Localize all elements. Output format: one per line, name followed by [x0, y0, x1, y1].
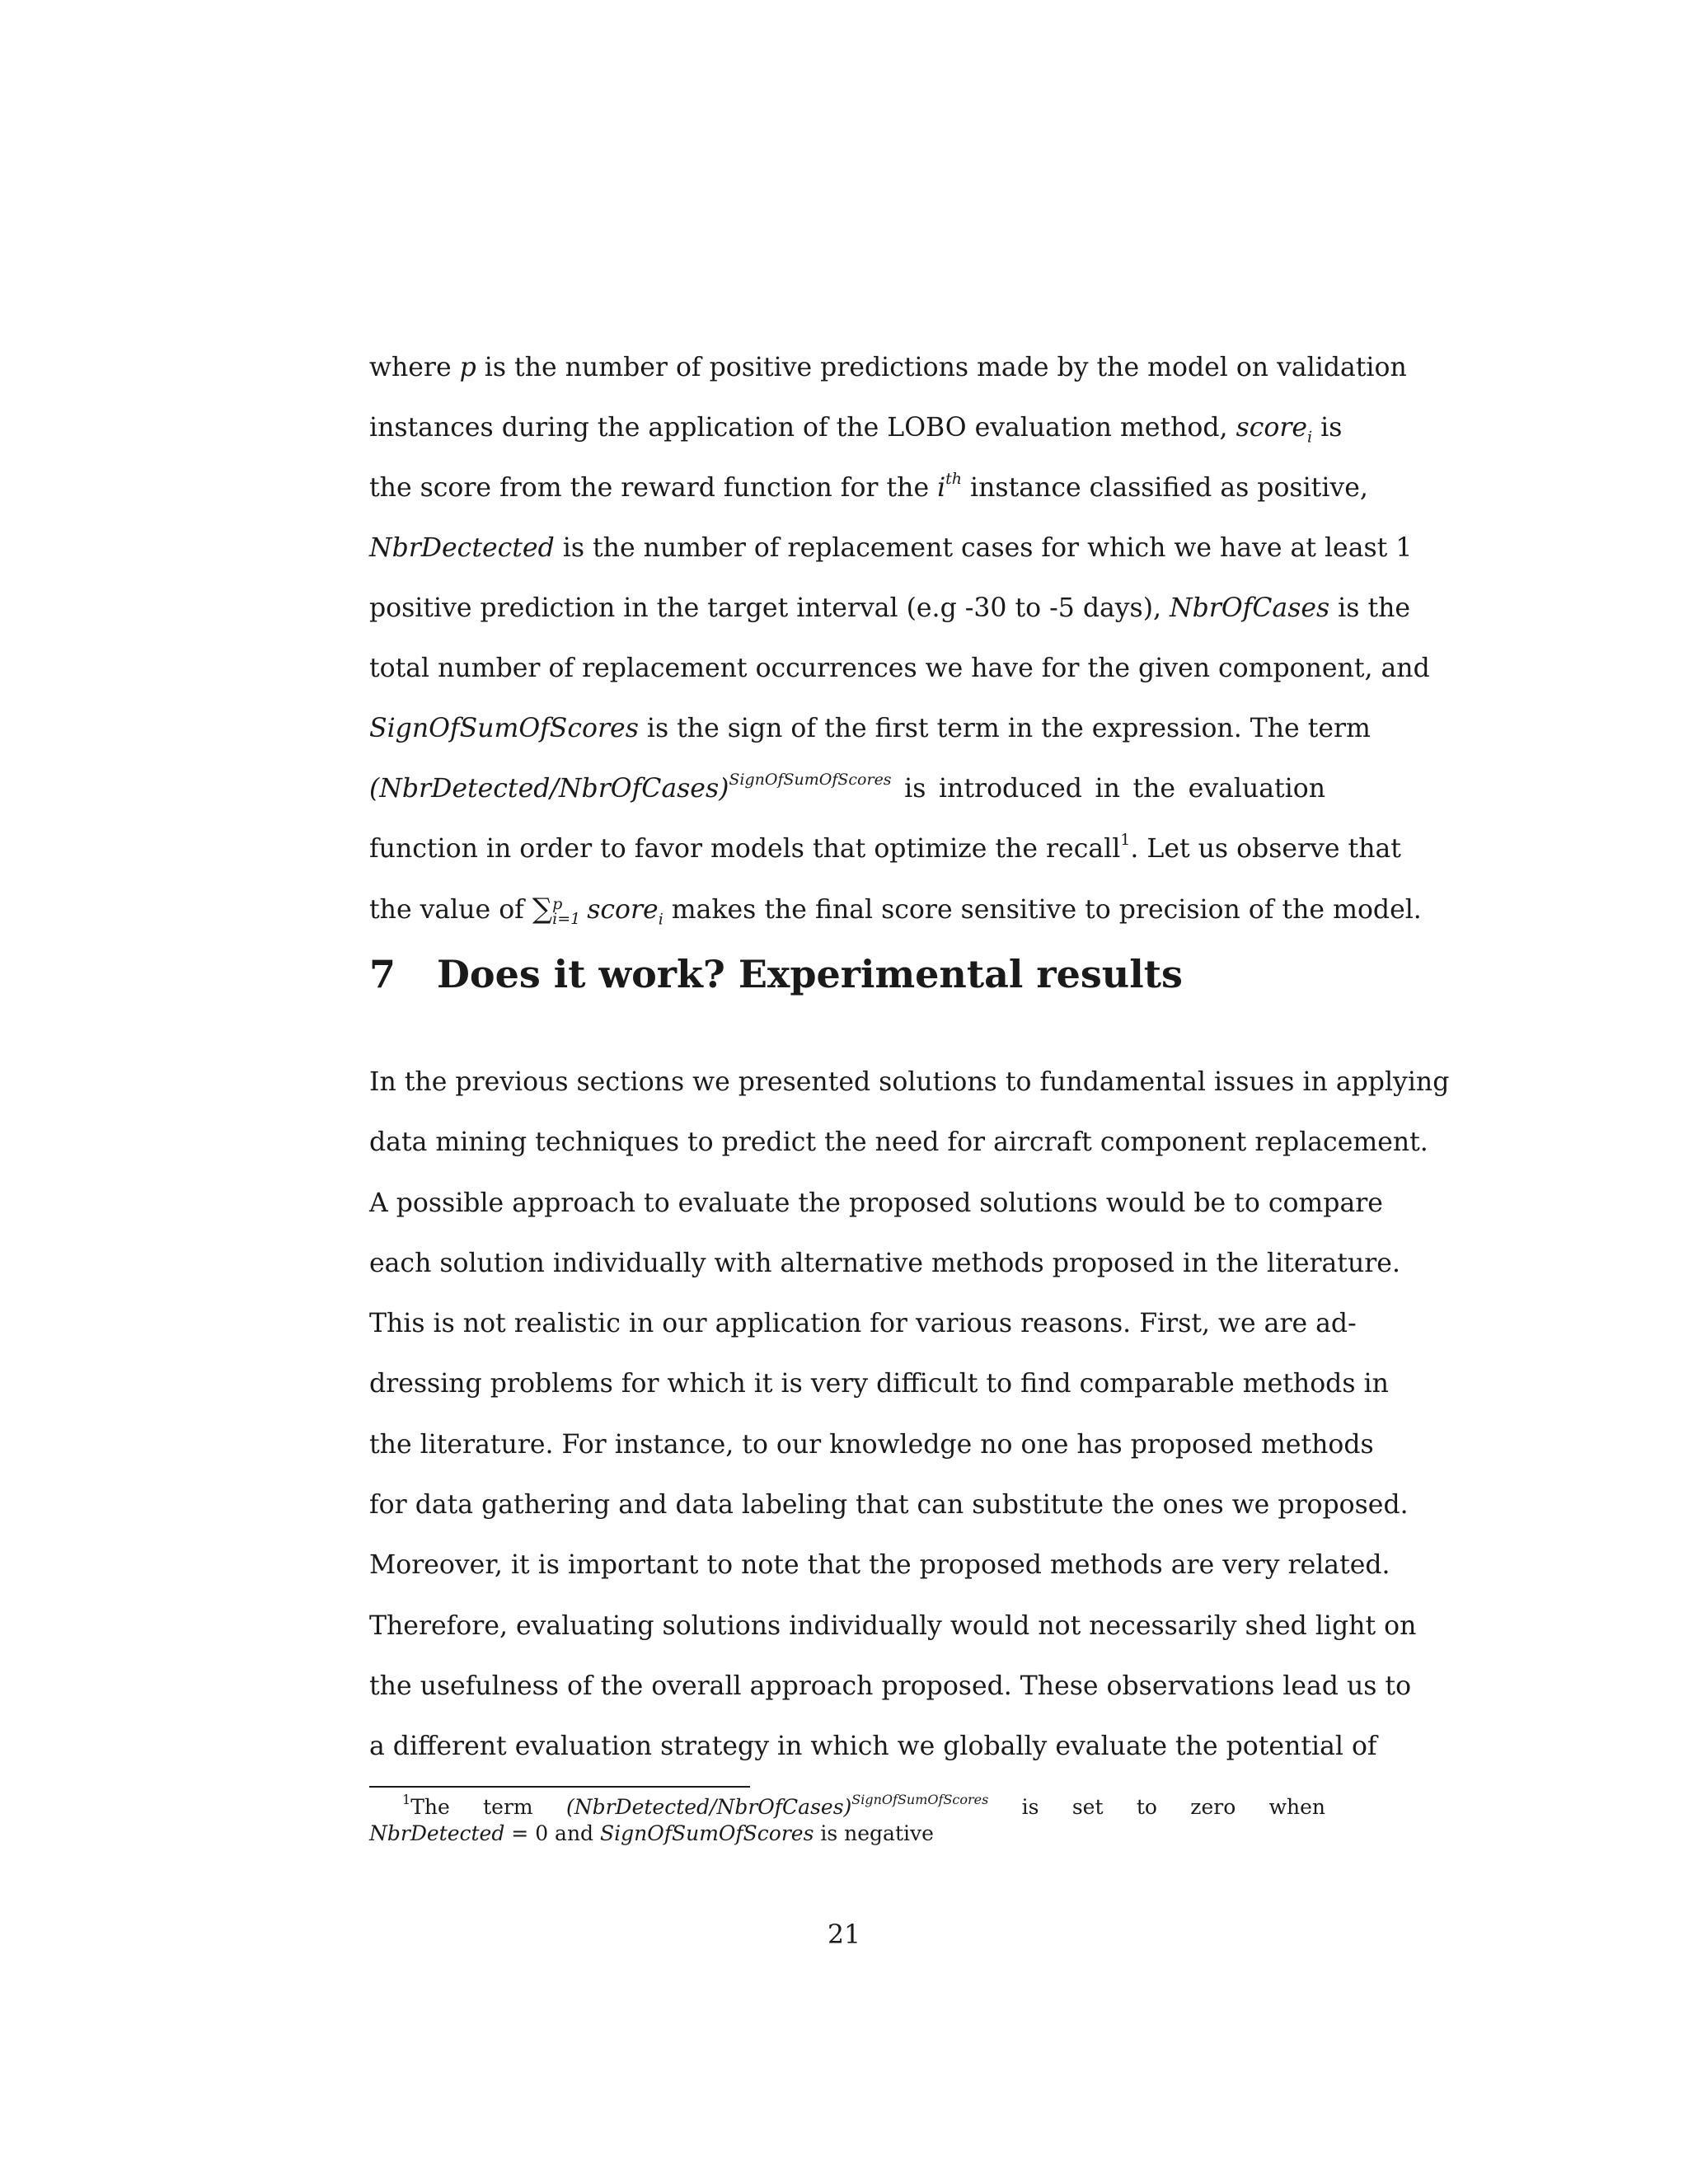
text-run: . Let us observe that	[1130, 834, 1401, 864]
footnote-line-1	[369, 1791, 1325, 1821]
math-signofsumofscores: SignOfSumOfScores	[600, 1821, 814, 1845]
paragraph-2	[369, 1052, 1450, 1778]
math-subscript: i	[658, 910, 663, 929]
page-body	[369, 338, 1450, 1762]
summation-symbol: ∑	[532, 893, 553, 926]
footnote	[369, 1791, 1325, 1847]
math-superscript: th	[945, 469, 963, 488]
text-run: makes the final score sensitive to precision of the model.	[663, 895, 1422, 925]
paragraph-2-line: Moreover, it is important to note that the proposed methods are very related.	[369, 1550, 1390, 1581]
paragraph-2-line: the usefulness of the overall approach proposed. These observations lead us to	[369, 1671, 1412, 1701]
text-run: is negative	[814, 1821, 934, 1845]
section-number: 7	[369, 952, 396, 996]
math-score: score	[1236, 413, 1308, 443]
paragraph-1-line-5	[369, 579, 1411, 639]
paragraph-2-line: dressing problems for which it is very difficult to find comparable methods in	[369, 1369, 1389, 1399]
text-run: is the	[1329, 593, 1411, 623]
paragraph-1-line-4	[369, 518, 1413, 579]
paragraph-2-line: A possible approach to evaluate the proposed solutions would be to compare	[369, 1188, 1383, 1218]
math-signofsumofscores: SignOfSumOfScores	[369, 714, 639, 743]
footnote-rule	[369, 1786, 750, 1788]
text-run: is the sign of the first term in the expression. The term	[638, 714, 1371, 743]
text-run: The term	[410, 1795, 566, 1819]
text-run: the value of	[369, 895, 532, 925]
math-exponent: SignOfSumOfScores	[729, 770, 892, 789]
text-run: is	[1312, 413, 1343, 443]
paragraph-1-line-6	[369, 639, 1430, 699]
footnote-marker[interactable]: 1	[1120, 830, 1131, 849]
footnote-line-2	[369, 1821, 1325, 1847]
text-run: is the number of positive predictions made by the model on validation	[476, 353, 1407, 382]
footnote-mark-wrap	[402, 1791, 411, 1819]
paragraph-2-line: a different evaluation strategy in which we globally evaluate the potential of	[369, 1732, 1377, 1762]
paragraph-1-line-2	[369, 398, 1343, 458]
text-run: instance classified as positive,	[962, 473, 1368, 503]
math-nbrdetected: NbrDetected	[369, 1821, 505, 1845]
paragraph-1-line-9	[369, 819, 1401, 879]
math-ratio-term: (NbrDetected/NbrOfCases)	[565, 1795, 852, 1819]
paragraph-1-line-1	[369, 338, 1407, 398]
paragraph-1-line-3	[369, 458, 1368, 518]
paragraph-2-line: for data gathering and data labeling that can substitute the ones we proposed.	[369, 1490, 1409, 1521]
page-number: 21	[827, 1920, 861, 1950]
math-p: p	[459, 353, 476, 382]
math-ratio-term: (NbrDetected/NbrOfCases)	[369, 774, 729, 804]
paragraph-1	[369, 338, 1430, 940]
section-title: Does it work? Experimental results	[437, 952, 1183, 996]
text-run: instances during the application of the LOBO evaluation method,	[369, 413, 1236, 443]
math-i: i	[937, 473, 946, 503]
math-score: score	[587, 895, 659, 925]
text-run: function in order to favor models that optimize the recall	[369, 834, 1121, 864]
paragraph-1-line-8	[369, 759, 1325, 819]
footnote-mark: 1	[402, 1791, 411, 1807]
summation-limits	[552, 894, 581, 928]
text-run: positive prediction in the target interval (e.g -30 to -5 days),	[369, 593, 1170, 623]
text-run: is set to zero when	[988, 1795, 1325, 1819]
paragraph-2-line: Therefore, evaluating solutions individually would not necessarily shed light on	[369, 1610, 1417, 1641]
math-exponent: SignOfSumOfScores	[851, 1791, 989, 1807]
summation-lower-limit: i=1	[552, 909, 581, 928]
paragraph-2-line: the literature. For instance, to our knowledge no one has proposed methods	[369, 1429, 1374, 1460]
text-run: total number of replacement occurrences we have for the given component, and	[369, 654, 1430, 683]
paragraph-2-line: each solution individually with alternative methods proposed in the literature.	[369, 1248, 1400, 1278]
math-nbrdectected: NbrDectected	[369, 533, 555, 563]
summation-upper-limit: p	[552, 894, 563, 913]
paragraph-2-line: This is not realistic in our application for various reasons. First, we are ad-	[369, 1309, 1357, 1339]
section-heading	[369, 952, 1183, 996]
math-nbrofcases: NbrOfCases	[1170, 593, 1330, 623]
paragraph-2-line: In the previous sections we presented solutions to fundamental issues in applying	[369, 1067, 1450, 1097]
math-subscript: i	[1307, 428, 1313, 447]
text-run: is introduced in the evaluation	[891, 774, 1325, 804]
paragraph-2-line: data mining techniques to predict the need for aircraft component replacement.	[369, 1127, 1428, 1158]
text-run: = 0 and	[504, 1821, 601, 1845]
text-run: is the number of replacement cases for which we have at least 1	[554, 533, 1413, 563]
text-run: the score from the reward function for the	[369, 473, 938, 503]
text-run: where	[369, 353, 460, 382]
paragraph-1-line-10	[369, 879, 1422, 940]
paragraph-1-line-7	[369, 699, 1371, 759]
